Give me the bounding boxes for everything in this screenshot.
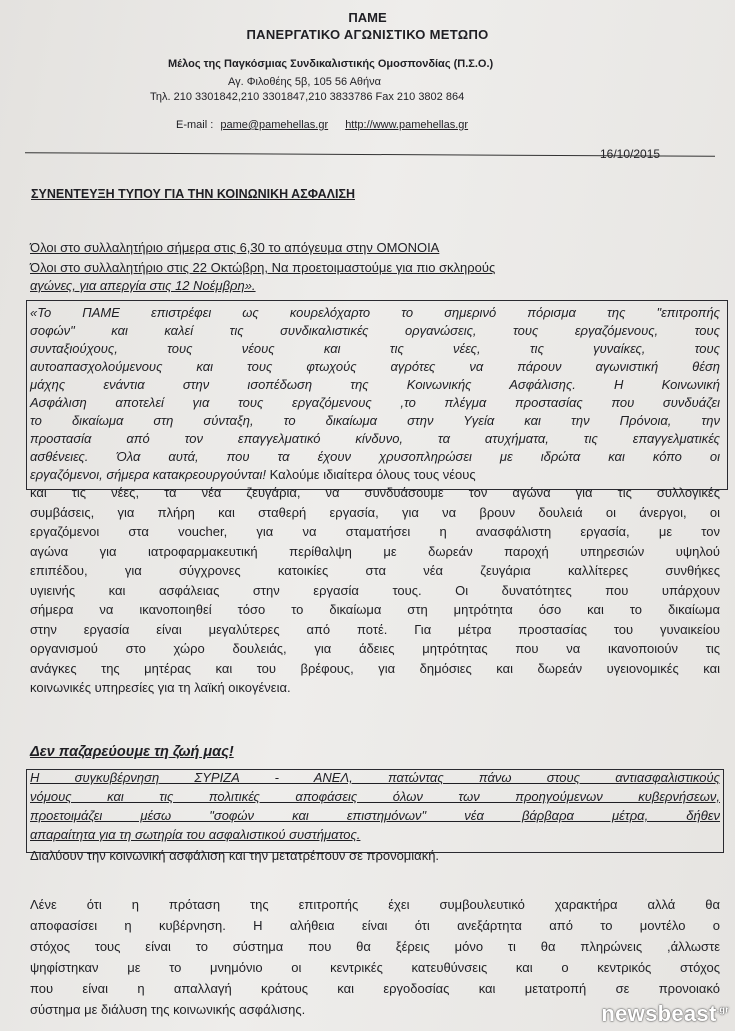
- membership-line: Μέλος της Παγκόσμιας Συνδικαλιστικής Ομοσπονδίας (Π.Σ.Ο.): [168, 58, 494, 70]
- paragraph-line: στην εργασία είναι μεγαλύτερες από ποτέ. Για μέτρα προστασίας του γυναικείου: [30, 621, 720, 637]
- closing-line: που είναι η απαλλαγή κράτους και εργοδοσίας και μετατροπή σε προνοιακό: [30, 981, 720, 996]
- intro-line: Όλοι στο συλλαλητήριο σήμερα στις 6,30 το απόγευμα στην ΟΜΟΝΟΙΑ: [30, 240, 440, 255]
- closing-line: στόχος τους είναι το σύστημα που θα ξέρεις μόνο τι θα πληρώνεις ,άλλωστε: [30, 939, 720, 954]
- document-date: 16/10/2015: [600, 147, 661, 161]
- government-tail: Διαλύουν την κοινωνική ασφάλιση και την μετατρέπουν σε προνομιακή.: [30, 848, 440, 863]
- closing-line: αποφασίσει η κυβέρνηση. Η αλήθεια είναι ότι ανεξάρτητα από το μοντέλο ο: [30, 918, 720, 933]
- paragraph-line: υγιεινής και ασφάλειας στην εργασία τους. Οι δυνατότητες που υπάρχουν: [30, 582, 720, 598]
- intro-line: συνταξιούχους, τους νέους και τις νέες, τις γυναίκες, τους: [30, 341, 720, 356]
- paragraph-line: συμβάσεις, για πλήρη και σταθερή εργασία, για να βρουν δουλειά οι άνεργοι, οι: [30, 504, 720, 520]
- government-line: προετοιμάζει μέσω "σοφών και επιστημόνων" νέα βάρβαρα μέτρα, δήθεν: [30, 808, 720, 823]
- government-line: νόμους και τις πολιτικές αποφάσεις όλων των προηγούμενων κυβερνήσεων,: [30, 789, 720, 804]
- paragraph-line: σήμερα να ικανοποιηθεί τόσο το δικαίωμα στη μητρότητα όσο και το δικαίωμα: [30, 602, 720, 617]
- government-line: Η συγκυβέρνηση ΣΥΡΙΖΑ - ΑΝΕΛ, πατώντας πάνω στους αντιασφαλιστικούς: [30, 770, 720, 785]
- paragraph-line: και τις νέες, τα νέα ζευγάρια, να συνδυάσουμε τον αγώνα για τις συλλογικές: [30, 485, 720, 500]
- newsbeast-watermark: [601, 1001, 729, 1027]
- government-line: απαραίτητα για τη σωτηρία του ασφαλιστικού συστήματος.: [30, 827, 361, 842]
- intro-line: Όλοι στο συλλαλητήριο στις 22 Οκτώβρη, Να προετοιμαστούμε για πιο σκληρούς: [30, 260, 496, 275]
- intro-line: «Το ΠΑΜΕ επιστρέφει ως κουρελόχαρτο το σημερινό πόρισμα της "επιτροπής: [30, 305, 720, 320]
- intro-line: αγώνες, για απεργία στις 12 Νοέμβρη».: [30, 278, 256, 293]
- paragraph-line: εργαζόμενοι στα voucher, για να σταματήσει η ανασφάλιστη εργασία, με τον: [30, 524, 720, 539]
- intro-line: μάχης ενάντια στην ισοπέδωση της Κοινωνικής Ασφάλισης. Η Κοινωνική: [30, 377, 720, 392]
- paragraph-line: αγώνα για ιατροφαρμακευτική περίθαλψη με δωρεάν παροχή υπηρεσιών υψηλού: [30, 543, 720, 559]
- emphasis-text: εργαζόμενοι, σήμερα κατακρεουργούνται!: [30, 467, 267, 482]
- intro-line: Ασφάλιση αποτελεί για τους εργαζόμενους ,το πλέγμα προστασίας που συνδυάζει: [30, 395, 720, 410]
- email-link[interactable]: pame@pamehellas.gr: [220, 119, 329, 131]
- document-title: ΣΥΝΕΝΤΕΥΞΗ ΤΥΠΟΥ ΓΙΑ ΤΗΝ ΚΟΙΝΩΝΙΚΗ ΑΣΦΑΛΙΣΗ: [31, 187, 355, 201]
- address-line: Αγ. Φιλοθέης 5β, 105 56 Αθήνα: [228, 76, 382, 88]
- phone-fax-line: Τηλ. 210 3301842,210 3301847,210 3833786 Fax 210 3802 864: [150, 91, 465, 103]
- paragraph-line: επιπέδου, για σύγχρονες κατοικίες στα νέα ζευγάρια καλλίτερες συνθήκες: [30, 563, 720, 578]
- intro-line: αυτοαπασχολούμενους και τους φτωχούς αγρότες να πάρουν αγωνιστική θέση: [30, 359, 720, 374]
- intro-line: το δικαίωμα στη σύνταξη, το δικαίωμα στην Υγεία και την Πρόνοια, την: [30, 413, 720, 428]
- intro-line: σοφών" και καλεί τις συνδικαλιστικές οργανώσεις, τους εργαζόμενους, τους: [30, 323, 720, 338]
- intro-line: ασθένειες. Όλα αυτά, που τα έχουν χρυσοπληρώσει με ιδρώτα και κόπο οι: [30, 449, 720, 464]
- section-subheading: Δεν παζαρεύουμε τη ζωή μας!: [30, 744, 234, 760]
- quote-outline: [26, 300, 728, 490]
- watermark-suffix: .gr: [716, 1004, 729, 1015]
- mixed-rest: Καλούμε ιδιαίτερα όλους τους νέους: [266, 467, 476, 482]
- closing-line: Λένε ότι η πρόταση της επιτροπής έχει συμβουλευτικό χαρακτήρα αλλά θα: [30, 897, 720, 912]
- government-outline: [26, 769, 724, 853]
- closing-line: σύστημα με διάλυση της κοινωνικής ασφάλισης.: [30, 1002, 306, 1017]
- paragraph-line: οργανισμού στο χώρο δουλειάς, για άδειες μητρότητας που να ικανοποιούν τις: [30, 641, 720, 656]
- paragraph-line: ανάγκες της μητέρας και του βρέφους, για δημόσιες και δωρεάν υγειονομικές και: [30, 660, 720, 676]
- org-short-name: ΠΑΜΕ: [348, 10, 387, 25]
- contact-line: [176, 119, 482, 131]
- paragraph-line: κοινωνικές υπηρεσίες για τη λαϊκή οικογένεια.: [30, 680, 291, 695]
- website-link[interactable]: http://www.pamehellas.gr: [345, 119, 469, 131]
- intro-line: προστασία από τον επαγγελματικό κίνδυνο, τα ατυχήματα, τις επαγγελματικές: [30, 431, 720, 446]
- watermark-text: newsbeast: [601, 1001, 717, 1026]
- org-full-name: ΠΑΝΕΡΓΑΤΙΚΟ ΑΓΩΝΙΣΤΙΚΟ ΜΕΤΩΠΟ: [246, 27, 489, 42]
- closing-line: ψηφίστηκαν με το μνημόνιο οι κεντρικές κατευθύνσεις και ο κεντρικός στόχος: [30, 960, 720, 975]
- email-label: E-mail :: [176, 119, 214, 131]
